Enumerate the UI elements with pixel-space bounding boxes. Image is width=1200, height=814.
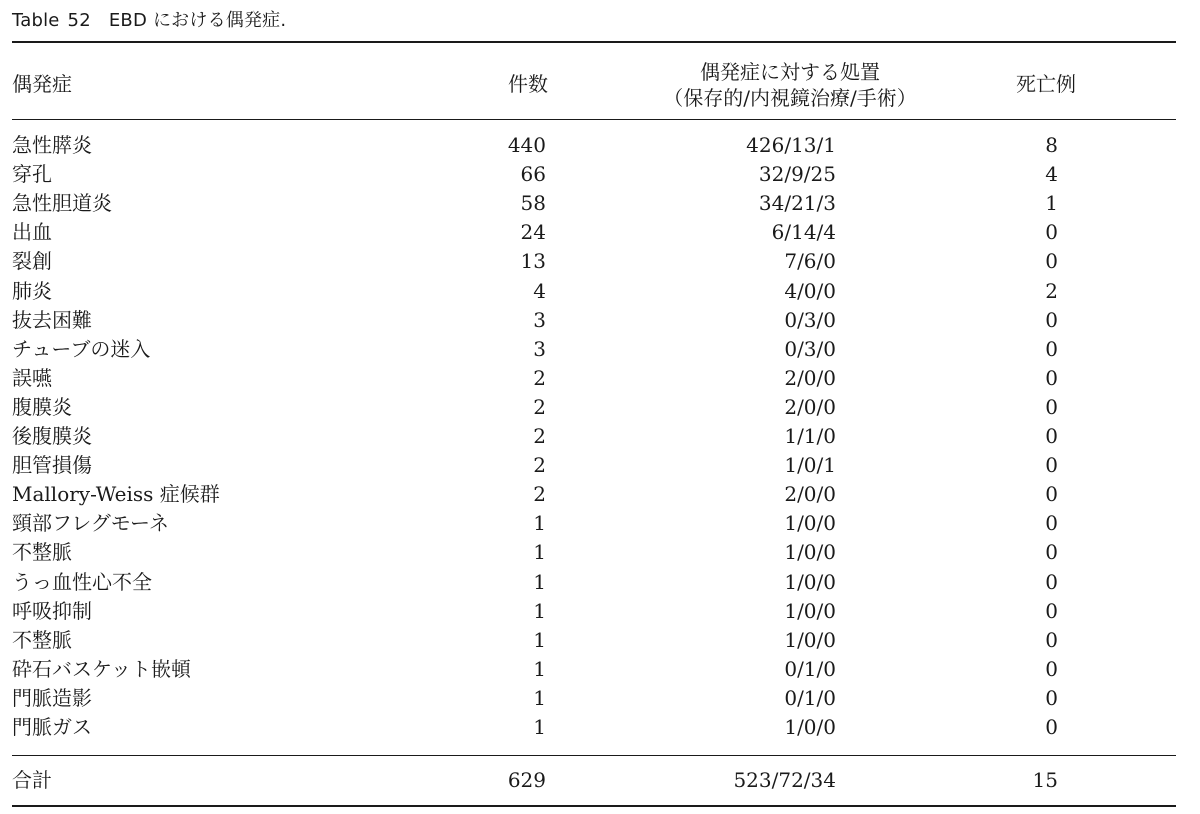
row-death: 0 <box>1045 511 1058 535</box>
total-treatment: 523/72/34 <box>733 768 836 792</box>
row-name: 出血 <box>12 220 52 244</box>
row-name: 肺炎 <box>12 279 52 303</box>
row-treatment: 2/0/0 <box>784 366 836 390</box>
row-treatment: 0/1/0 <box>784 657 836 681</box>
row-name: 急性膵炎 <box>12 133 92 157</box>
row-count: 440 <box>507 133 546 157</box>
header-bottom-rule <box>12 119 1176 120</box>
row-treatment: 1/0/0 <box>784 511 836 535</box>
row-treatment: 2/0/0 <box>784 395 836 419</box>
caption-number: 52 <box>67 10 91 31</box>
total-count: 629 <box>507 768 546 792</box>
row-name: 胆管損傷 <box>12 453 92 477</box>
row-death: 0 <box>1045 366 1058 390</box>
row-name: 砕石バスケット嵌頓 <box>12 657 191 681</box>
row-death: 0 <box>1045 628 1058 652</box>
header-death: 死亡例 <box>1016 72 1076 96</box>
row-name: 頸部フレグモーネ <box>12 511 169 535</box>
header-treatment-line1: 偶発症に対する処置 <box>700 60 880 84</box>
row-name: 不整脈 <box>12 628 72 652</box>
row-death: 0 <box>1045 308 1058 332</box>
table-bottom-rule <box>12 805 1176 807</box>
row-name: 呼吸抑制 <box>12 599 92 623</box>
row-count: 2 <box>533 395 546 419</box>
row-name: 穿孔 <box>12 162 52 186</box>
row-count: 13 <box>520 249 546 273</box>
row-count: 1 <box>533 540 546 564</box>
row-death: 0 <box>1045 599 1058 623</box>
row-treatment: 4/0/0 <box>784 279 836 303</box>
row-death: 8 <box>1045 133 1058 157</box>
total-label: 合計 <box>12 768 52 792</box>
row-death: 0 <box>1045 482 1058 506</box>
row-death: 4 <box>1045 162 1058 186</box>
row-death: 0 <box>1045 220 1058 244</box>
table-caption <box>12 6 286 32</box>
row-count: 1 <box>533 628 546 652</box>
row-count: 1 <box>533 715 546 739</box>
row-death: 0 <box>1045 715 1058 739</box>
row-treatment: 7/6/0 <box>784 249 836 273</box>
row-count: 1 <box>533 511 546 535</box>
row-name: チューブの迷入 <box>12 337 151 361</box>
row-count: 1 <box>533 657 546 681</box>
row-death: 0 <box>1045 657 1058 681</box>
row-death: 1 <box>1045 191 1058 215</box>
row-name: 急性胆道炎 <box>12 191 112 215</box>
row-count: 2 <box>533 453 546 477</box>
row-death: 0 <box>1045 249 1058 273</box>
row-count: 24 <box>520 220 546 244</box>
row-count: 3 <box>533 337 546 361</box>
header-treatment-line2: （保存的/内視鏡治療/手術） <box>663 86 917 110</box>
row-name: 誤嚥 <box>12 366 52 390</box>
row-death: 0 <box>1045 686 1058 710</box>
total-death: 15 <box>1032 768 1058 792</box>
row-name: うっ血性心不全 <box>12 570 152 594</box>
total-top-rule <box>12 755 1176 756</box>
header-count: 件数 <box>508 72 548 96</box>
row-name: 門脈ガス <box>12 715 92 739</box>
row-death: 0 <box>1045 395 1058 419</box>
row-treatment: 0/3/0 <box>784 308 836 332</box>
row-treatment: 0/3/0 <box>784 337 836 361</box>
row-count: 1 <box>533 570 546 594</box>
row-name: 裂創 <box>12 249 52 273</box>
row-count: 2 <box>533 424 546 448</box>
row-treatment: 1/0/0 <box>784 628 836 652</box>
row-count: 4 <box>533 279 546 303</box>
row-name: 不整脈 <box>12 540 72 564</box>
table-top-rule <box>12 41 1176 43</box>
row-count: 2 <box>533 366 546 390</box>
row-count: 58 <box>520 191 546 215</box>
row-treatment: 1/0/0 <box>784 715 836 739</box>
row-death: 2 <box>1045 279 1058 303</box>
row-treatment: 32/9/25 <box>758 162 836 186</box>
row-name: 腹膜炎 <box>12 395 72 419</box>
caption-label: Table <box>12 10 60 31</box>
row-treatment: 426/13/1 <box>746 133 836 157</box>
row-death: 0 <box>1045 540 1058 564</box>
row-treatment: 1/0/0 <box>784 599 836 623</box>
row-treatment: 1/1/0 <box>784 424 836 448</box>
row-treatment: 34/21/3 <box>758 191 836 215</box>
row-count: 3 <box>533 308 546 332</box>
row-treatment: 1/0/1 <box>784 453 836 477</box>
caption-title: EBD における偶発症. <box>108 10 287 31</box>
row-count: 66 <box>520 162 546 186</box>
row-count: 1 <box>533 599 546 623</box>
row-name: Mallory-Weiss 症候群 <box>12 482 220 506</box>
row-treatment: 1/0/0 <box>784 570 836 594</box>
row-treatment: 2/0/0 <box>784 482 836 506</box>
row-name: 抜去困難 <box>12 308 92 332</box>
row-death: 0 <box>1045 570 1058 594</box>
row-death: 0 <box>1045 337 1058 361</box>
row-count: 1 <box>533 686 546 710</box>
row-treatment: 6/14/4 <box>771 220 836 244</box>
row-name: 門脈造影 <box>12 686 92 710</box>
row-treatment: 0/1/0 <box>784 686 836 710</box>
row-treatment: 1/0/0 <box>784 540 836 564</box>
header-name: 偶発症 <box>12 72 72 96</box>
row-name: 後腹膜炎 <box>12 424 92 448</box>
row-death: 0 <box>1045 453 1058 477</box>
row-count: 2 <box>533 482 546 506</box>
row-death: 0 <box>1045 424 1058 448</box>
